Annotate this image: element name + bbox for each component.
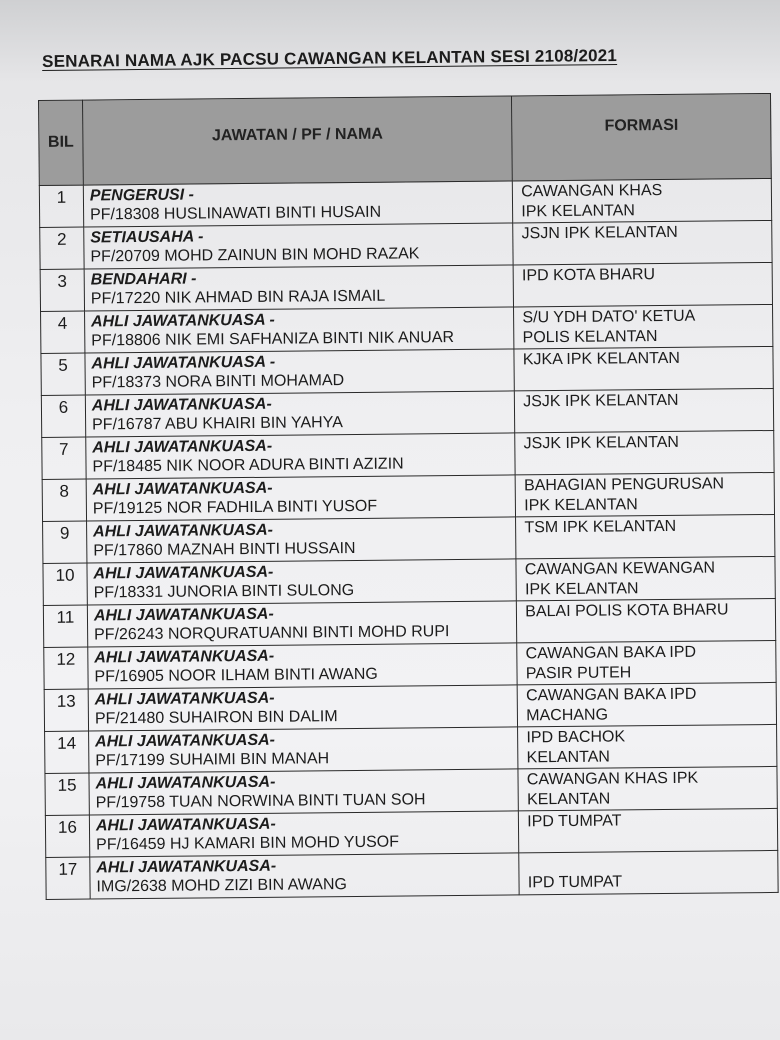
table-row bbox=[41, 388, 773, 437]
table-row bbox=[44, 640, 776, 689]
position-cell bbox=[85, 349, 515, 395]
position-cell bbox=[87, 559, 517, 605]
formation-cell bbox=[519, 808, 778, 852]
formation-line: POLIS KELANTAN bbox=[522, 328, 658, 347]
formation-line: KJKA IPK KELANTAN bbox=[522, 349, 680, 369]
formation-line: CAWANGAN KHAS bbox=[521, 182, 663, 201]
formation-line: S/U YDH DATO' KETUA bbox=[522, 307, 696, 327]
table-row bbox=[43, 556, 775, 605]
formation-line bbox=[528, 852, 778, 873]
header-formation: FORMASI bbox=[512, 93, 772, 180]
position-role: AHLI JAWATANKUASA- bbox=[93, 605, 274, 625]
position-cell bbox=[89, 727, 519, 773]
member-pf-name: PF/17199 SUHAIMI BIN MANAH bbox=[95, 750, 330, 770]
member-pf-name: PF/16459 HJ KAMARI BIN MOHD YUSOF bbox=[96, 833, 400, 854]
header-bil: BIL bbox=[39, 100, 84, 185]
row-number: 7 bbox=[42, 437, 86, 479]
member-pf-name: PF/21480 SUHAIRON BIN DALIM bbox=[94, 708, 338, 728]
table-row bbox=[43, 598, 775, 647]
row-number: 4 bbox=[41, 311, 85, 353]
formation-line bbox=[522, 284, 772, 305]
formation-cell bbox=[515, 430, 774, 474]
table-row bbox=[45, 808, 777, 857]
row-number: 1 bbox=[39, 185, 83, 227]
formation-line bbox=[523, 368, 773, 389]
header-position: JAWATAN / PF / NAMA bbox=[82, 96, 512, 185]
member-pf-name: PF/18373 NORA BINTI MOHAMAD bbox=[91, 372, 345, 392]
formation-line: CAWANGAN KEWANGAN bbox=[524, 559, 716, 579]
member-pf-name: IMG/2638 MOHD ZIZI BIN AWANG bbox=[96, 876, 347, 896]
formation-cell bbox=[517, 682, 776, 726]
table-header-row bbox=[39, 93, 772, 185]
table-row bbox=[40, 262, 772, 311]
formation-line: KELANTAN bbox=[526, 790, 611, 809]
position-cell bbox=[86, 475, 516, 521]
formation-cell bbox=[516, 556, 775, 600]
row-number: 15 bbox=[45, 773, 89, 815]
position-role: AHLI JAWATANKUASA- bbox=[91, 395, 272, 415]
row-number: 9 bbox=[43, 521, 87, 563]
formation-line: KELANTAN bbox=[526, 748, 610, 767]
formation-line bbox=[525, 536, 775, 557]
formation-cell bbox=[518, 724, 777, 768]
position-role: AHLI JAWATANKUASA- bbox=[92, 479, 273, 499]
formation-cell bbox=[517, 598, 776, 642]
formation-line bbox=[522, 242, 772, 263]
table-row bbox=[46, 850, 778, 899]
formation-line: IPD TUMPAT bbox=[527, 812, 622, 831]
formation-line: CAWANGAN KHAS IPK bbox=[526, 769, 699, 789]
position-role: AHLI JAWATANKUASA - bbox=[91, 311, 275, 331]
position-role: AHLI JAWATANKUASA - bbox=[91, 353, 276, 373]
committee-table bbox=[38, 93, 779, 900]
position-cell bbox=[87, 601, 517, 647]
formation-cell bbox=[513, 220, 772, 264]
member-pf-name: PF/17860 MAZNAH BINTI HUSSAIN bbox=[93, 539, 356, 560]
formation-line: PASIR PUTEH bbox=[525, 664, 632, 683]
row-number: 3 bbox=[40, 269, 84, 311]
table-row bbox=[41, 304, 773, 353]
table-row bbox=[45, 766, 777, 815]
position-cell bbox=[86, 517, 516, 563]
formation-line: IPK KELANTAN bbox=[524, 580, 639, 599]
row-number: 2 bbox=[40, 227, 84, 269]
member-pf-name: PF/18308 HUSLINAWATI BINTI HUSAIN bbox=[89, 203, 382, 224]
row-number: 6 bbox=[41, 395, 85, 437]
formation-cell bbox=[516, 514, 775, 558]
formation-line: BALAI POLIS KOTA BHARU bbox=[525, 601, 729, 621]
position-role: AHLI JAWATANKUASA- bbox=[95, 815, 276, 835]
formation-cell bbox=[514, 304, 773, 348]
position-cell bbox=[88, 685, 518, 731]
position-role: AHLI JAWATANKUASA- bbox=[92, 437, 273, 457]
formation-line: IPD KOTA BHARU bbox=[521, 266, 656, 285]
formation-line: JSJK IPK KELANTAN bbox=[523, 391, 679, 411]
position-role: AHLI JAWATANKUASA- bbox=[95, 773, 276, 793]
position-cell bbox=[88, 643, 518, 689]
table-row bbox=[42, 430, 774, 479]
position-role: AHLI JAWATANKUASA- bbox=[96, 857, 277, 877]
member-pf-name: PF/20709 MOHD ZAINUN BIN MOHD RAZAK bbox=[90, 245, 420, 266]
formation-line bbox=[523, 410, 773, 431]
member-pf-name: PF/19125 NOR FADHILA BINTI YUSOF bbox=[92, 497, 378, 518]
formation-line: CAWANGAN BAKA IPD bbox=[525, 643, 697, 663]
position-cell bbox=[84, 265, 514, 311]
formation-line: IPD BACHOK bbox=[526, 728, 626, 747]
position-role: AHLI JAWATANKUASA- bbox=[95, 731, 276, 751]
row-number: 14 bbox=[45, 731, 89, 773]
document-title: SENARAI NAMA AJK PACSU CAWANGAN KELANTAN SESI 2108/2021 bbox=[42, 45, 618, 71]
row-number: 13 bbox=[44, 689, 88, 731]
position-cell bbox=[90, 853, 520, 899]
formation-line: JSJN IPK KELANTAN bbox=[521, 223, 678, 243]
formation-line: IPK KELANTAN bbox=[521, 202, 635, 221]
table-row bbox=[44, 682, 776, 731]
position-cell bbox=[84, 223, 514, 269]
formation-line: BAHAGIAN PENGURUSAN bbox=[523, 475, 725, 495]
formation-line: IPK KELANTAN bbox=[524, 496, 638, 515]
formation-cell bbox=[514, 346, 773, 390]
position-cell bbox=[86, 433, 516, 479]
formation-cell bbox=[517, 640, 776, 684]
table-row bbox=[40, 220, 772, 269]
position-role: AHLI JAWATANKUASA- bbox=[94, 647, 275, 667]
formation-cell bbox=[513, 262, 772, 306]
position-role: AHLI JAWATANKUASA- bbox=[93, 563, 274, 583]
formation-line: JSJK IPK KELANTAN bbox=[523, 433, 680, 453]
formation-line bbox=[527, 830, 777, 851]
position-role: AHLI JAWATANKUASA- bbox=[94, 689, 275, 709]
row-number: 16 bbox=[45, 815, 89, 857]
formation-line: MACHANG bbox=[526, 706, 609, 725]
formation-line bbox=[525, 620, 775, 641]
member-pf-name: PF/18485 NIK NOOR ADURA BINTI AZIZIN bbox=[92, 455, 404, 476]
table-row bbox=[43, 514, 775, 563]
member-pf-name: PF/17220 NIK AHMAD BIN RAJA ISMAIL bbox=[90, 287, 386, 308]
formation-cell bbox=[519, 850, 778, 894]
formation-cell bbox=[515, 388, 774, 432]
table-row bbox=[41, 346, 773, 395]
row-number: 17 bbox=[46, 857, 90, 899]
table-row bbox=[39, 178, 771, 227]
formation-cell bbox=[515, 472, 774, 516]
table-row bbox=[42, 472, 774, 521]
position-cell bbox=[89, 769, 519, 815]
formation-cell bbox=[518, 766, 777, 810]
position-cell bbox=[84, 307, 514, 353]
row-number: 5 bbox=[41, 353, 85, 395]
position-cell bbox=[85, 391, 515, 437]
row-number: 12 bbox=[44, 647, 88, 689]
formation-line: CAWANGAN BAKA IPD bbox=[525, 685, 697, 705]
position-role: BENDAHARI - bbox=[90, 270, 197, 289]
formation-line bbox=[524, 452, 774, 473]
position-role: SETIAUSAHA - bbox=[90, 228, 204, 247]
position-role: PENGERUSI - bbox=[89, 186, 194, 205]
row-number: 11 bbox=[43, 605, 87, 647]
position-cell bbox=[83, 181, 513, 227]
formation-line: TSM IPK KELANTAN bbox=[524, 517, 677, 537]
member-pf-name: PF/18331 JUNORIA BINTI SULONG bbox=[93, 581, 355, 602]
member-pf-name: PF/19758 TUAN NORWINA BINTI TUAN SOH bbox=[95, 791, 426, 812]
formation-cell bbox=[513, 178, 772, 222]
member-pf-name: PF/18806 NIK EMI SAFHANIZA BINTI NIK ANUAR bbox=[91, 329, 455, 350]
member-pf-name: PF/16905 NOOR ILHAM BINTI AWANG bbox=[94, 665, 378, 686]
position-cell bbox=[89, 811, 519, 857]
table-row bbox=[45, 724, 777, 773]
position-role: AHLI JAWATANKUASA- bbox=[93, 521, 274, 541]
row-number: 8 bbox=[42, 479, 86, 521]
member-pf-name: PF/26243 NORQURATUANNI BINTI MOHD RUPI bbox=[94, 623, 450, 644]
row-number: 10 bbox=[43, 563, 87, 605]
member-pf-name: PF/16787 ABU KHAIRI BIN YAHYA bbox=[91, 414, 343, 434]
formation-line: IPD TUMPAT bbox=[527, 873, 623, 892]
